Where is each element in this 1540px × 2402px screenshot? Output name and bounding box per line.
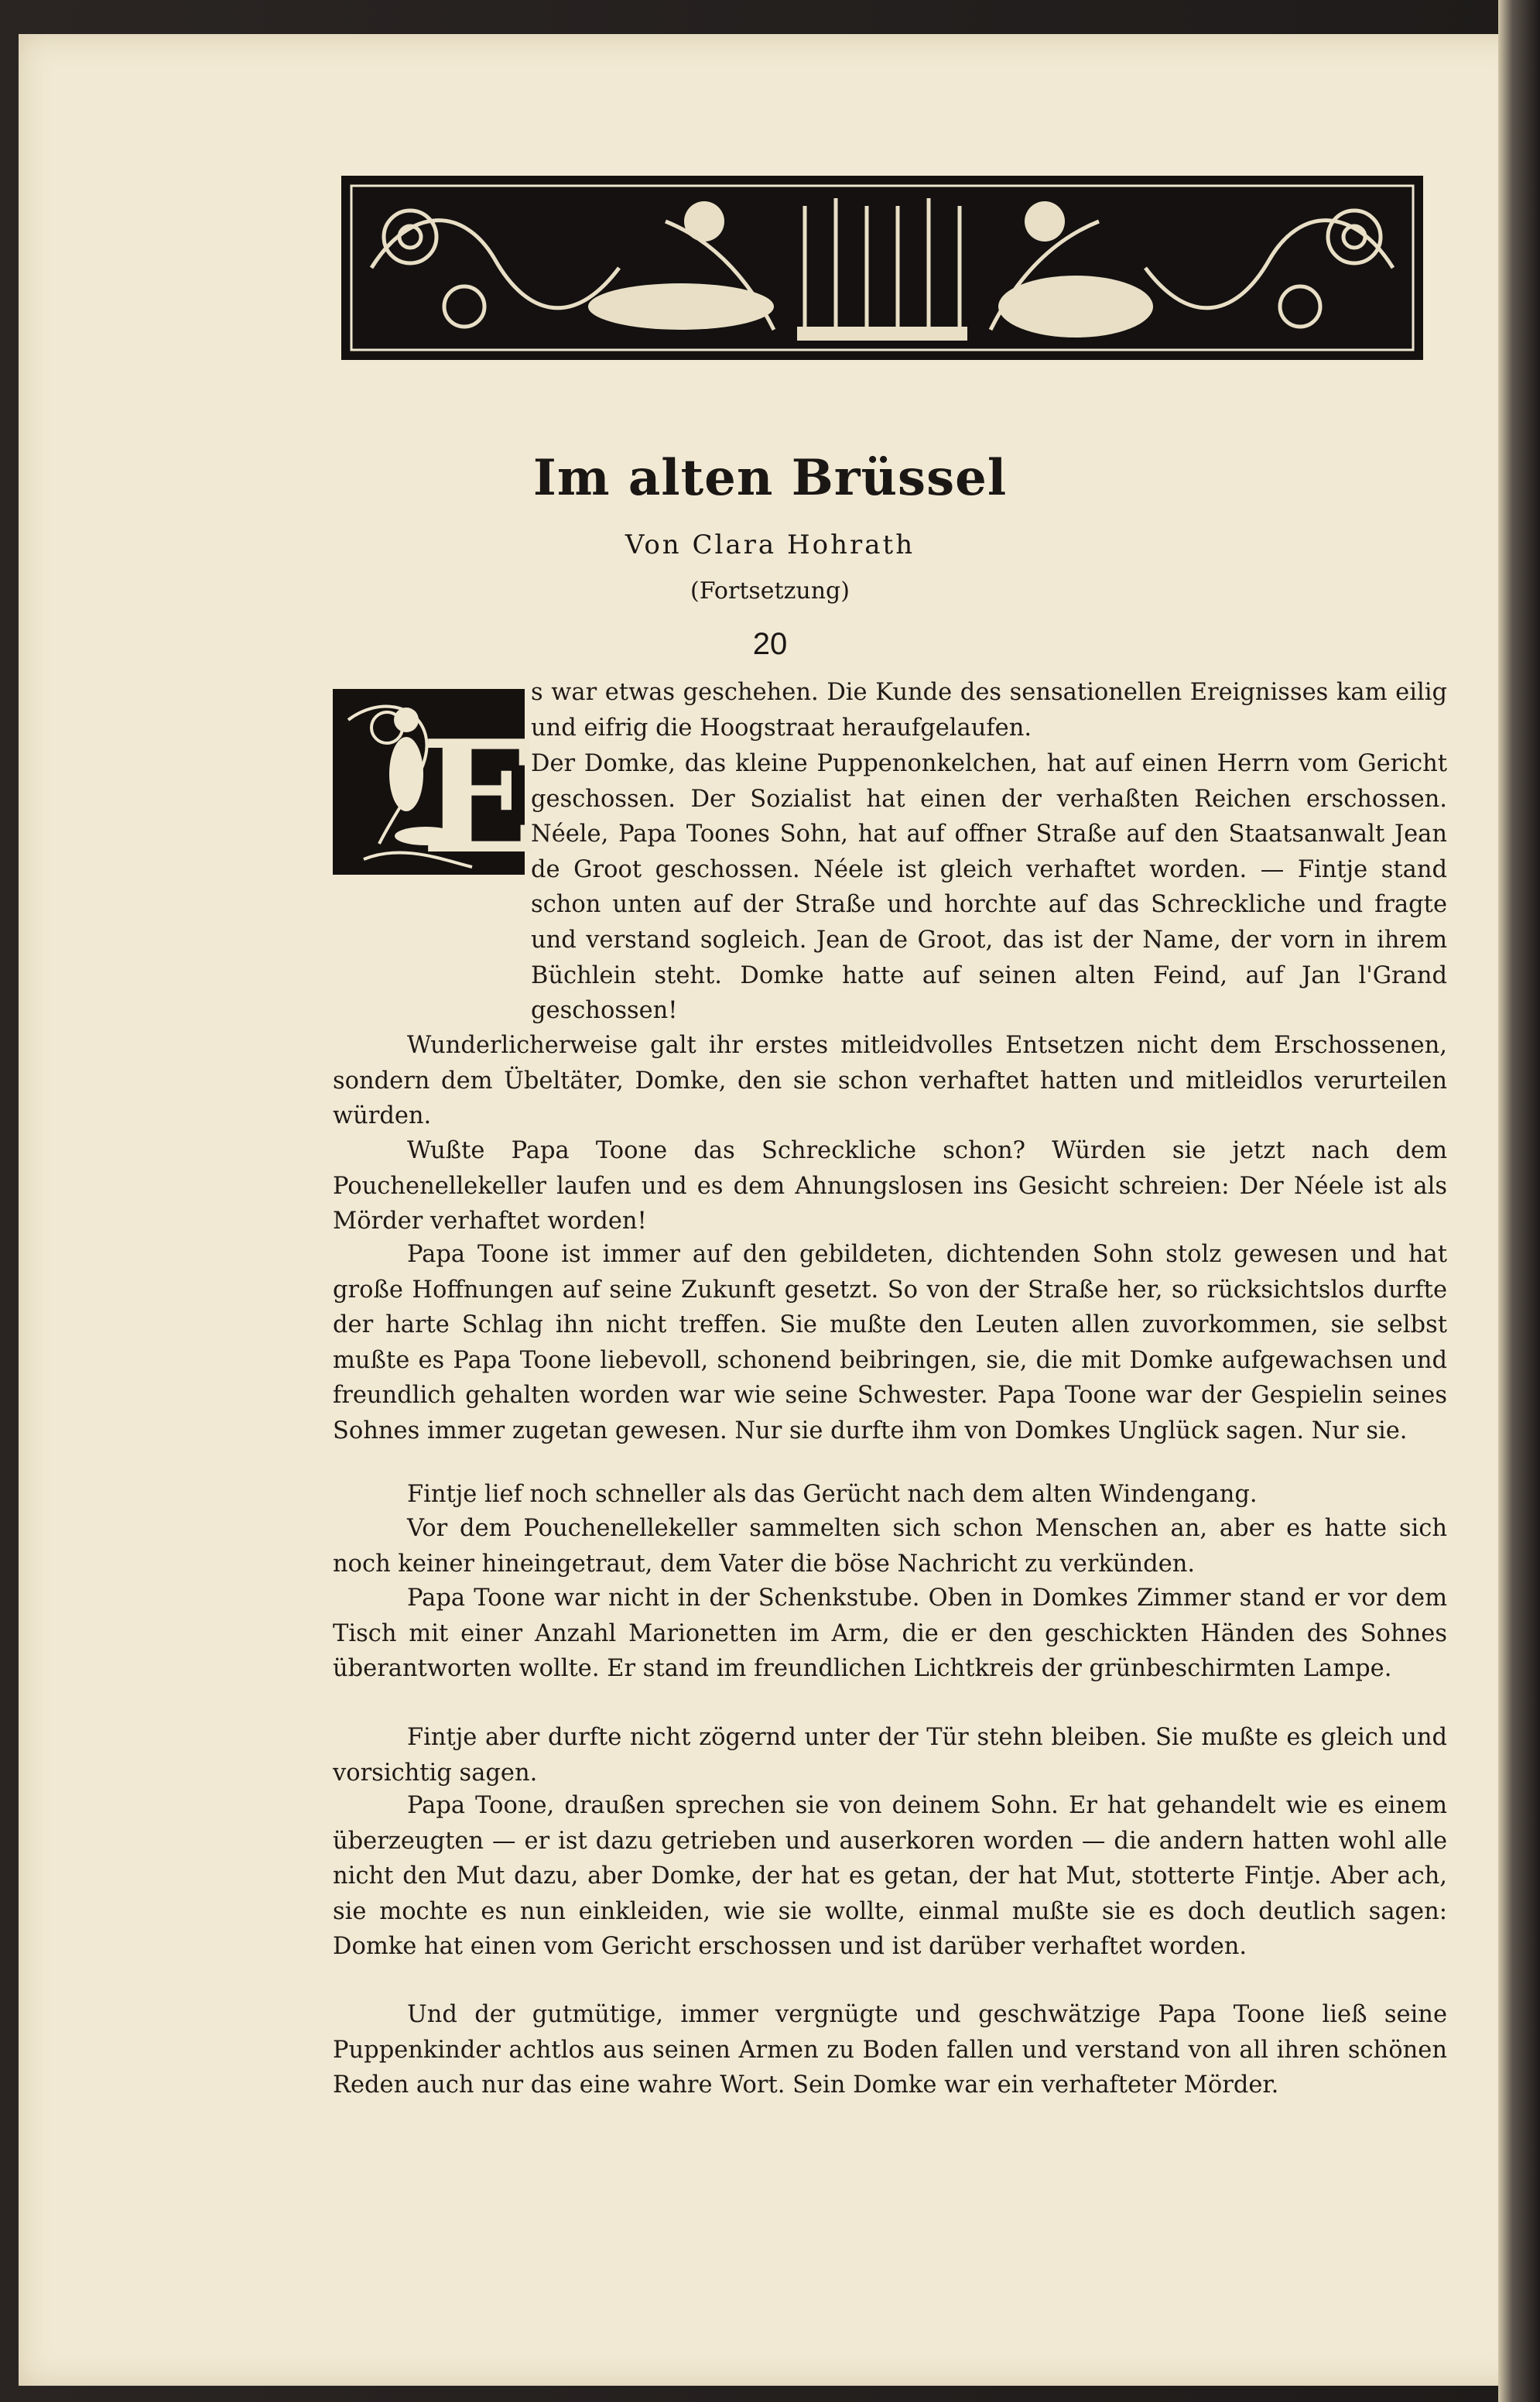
paragraph-6-wrap (333, 1477, 1447, 1513)
paragraph-11-wrap (333, 1997, 1447, 2103)
paragraph-2: Der Domke, das kleine Puppenonkelchen, hat auf einen Herrn vom Gericht geschossen. Der Sozialist hat einen der verhaßten Reichen erschossen. Néele, Papa Toones Sohn, hat auf offner Straße auf den Staatsanwalt Jean de Groot geschossen. Néele ist gleich verhaftet worden. — Fintje stand schon unten auf der Straße und horchte auf das Schreckliche und fragte und verstand sogleich. Jean de Groot, das ist der Name, der vorn in ihrem Büchlein steht. Domke hatte auf seinen alten Feind, auf Jan l'Grand geschossen! (531, 750, 1447, 1025)
paragraph-7-wrap (333, 1511, 1447, 1581)
paragraph-9-wrap (333, 1720, 1447, 1790)
chapter-number: 20 (752, 627, 788, 661)
ornamental-header-banner (341, 175, 1424, 361)
paragraph-8: Papa Toone war nicht in der Schenkstube. Oben in Domkes Zimmer stand er vor dem Tisch mit einer Anzahl Marionetten im Arm, die er den geschickten Händen des Sohnes überantworten wollte. Er stand im freundlichen Lichtkreis der grünbeschirmten Lampe. (333, 1585, 1447, 1683)
continuation-note: (Fortsetzung) (690, 577, 850, 605)
article-title: Im alten Brüssel (532, 449, 1008, 507)
paragraph-11: Und der gutmütige, immer vergnügte und geschwätzige Papa Toone ließ seine Puppenkinder achtlos aus seinen Armen zu Boden fallen und verstand von all ihren schönen Reden auch nur das eine wahre Wort. Sein Domke war ein verhafteter Mörder. (333, 2001, 1447, 2099)
paragraph-4: Wußte Papa Toone das Schreckliche schon? Würden sie jetzt nach dem Pouchenellekeller laufen und es dem Ahnungslosen ins Gesicht schreien: Der Néele ist als Mörder verhaftet worden! (333, 1137, 1447, 1235)
paragraph-9: Fintje aber durfte nicht zögernd unter der Tür stehn bleiben. Sie mußte es gleich und vorsichtig sagen. (333, 1724, 1447, 1787)
paragraph-4-wrap (333, 1133, 1447, 1239)
paragraph-8-wrap (333, 1581, 1447, 1687)
paragraph-5-wrap (333, 1237, 1447, 1449)
paragraph-3: Wunderlicherweise galt ihr erstes mitleidvolles Entsetzen nicht dem Erschossenen, sondern dem Übeltäter, Domke, den sie schon verhaftet hatten und mitleidlos verurteilen würden. (333, 1032, 1447, 1130)
drop-cap-letter: E (420, 707, 539, 889)
page-edge-shadow (1498, 0, 1540, 2402)
paragraph-2-wrap (531, 746, 1447, 1029)
paragraph-10: Papa Toone, draußen sprechen sie von deinem Sohn. Er hat gehandelt wie es einem überzeugten — er ist dazu getrieben und auserkoren worden — die andern hatten wohl alle nicht den Mut dazu, aber Domke, der hat es getan, der hat Mut, stotterte Fintje. Aber ach, sie mochte es nun einkleiden, wie sie wollte, einmal mußte sie es doch deutlich sagen: Domke hat einen vom Gericht erschossen und ist darüber verhaftet worden. (333, 1792, 1447, 1961)
paragraph-5: Papa Toone ist immer auf den gebildeten, dichtenden Sohn stolz gewesen und hat große Hoffnungen auf seine Zukunft gesetzt. So von der Straße her, so rücksichtslos durfte der harte Schlag ihn nicht treffen. Sie mußte den Leuten allen zuvorkommen, sie selbst mußte es Papa Toone liebevoll, schonend beibringen, sie, die mit Domke aufgewachsen und freundlich gehalten worden war wie seine Schwester. Papa Toone war der Gespielin seines Sohnes immer zugetan gewesen. Nur sie durfte ihm von Domkes Unglück sagen. Nur sie. (333, 1241, 1447, 1444)
paragraph-1 (531, 675, 1447, 745)
paragraph-7: Vor dem Pouchenellekeller sammelten sich schon Menschen an, aber es hatte sich noch keiner hineingetraut, dem Vater die böse Nachricht zu verkünden. (333, 1515, 1447, 1578)
paragraph-6: Fintje lief noch schneller als das Gerücht nach dem alten Windengang. (407, 1481, 1258, 1508)
decorated-initial (333, 689, 539, 889)
article-byline: Von Clara Hohrath (625, 529, 915, 560)
paragraph-3-wrap (333, 1028, 1447, 1134)
paragraph-10-wrap (333, 1788, 1447, 1965)
paragraph-text: s war etwas geschehen. Die Kunde des sensationellen Ereignisses kam eilig und eifrig die Hoogstraat heraufgelaufen. (531, 679, 1447, 742)
